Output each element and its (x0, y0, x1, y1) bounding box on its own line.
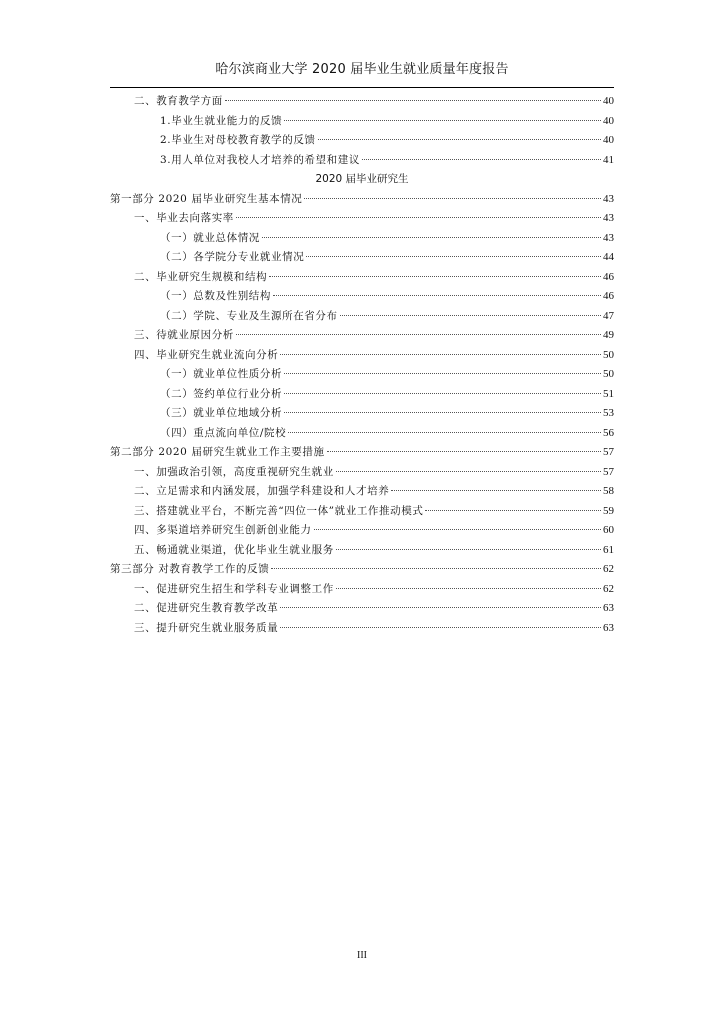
toc-entry-page: 51 (603, 387, 614, 400)
toc-dot-leader (236, 334, 601, 335)
toc-entry-label: 一、毕业去向落实率 (134, 212, 234, 224)
toc-dot-leader (306, 256, 601, 257)
toc-entry[interactable] (110, 541, 614, 561)
toc-entry-label: 二、立足需求和内涵发展，加强学科建设和人才培养 (134, 485, 390, 497)
toc-dot-leader (225, 100, 601, 101)
toc-entry[interactable] (110, 209, 614, 229)
toc-dot-leader (425, 510, 601, 511)
toc-entry[interactable] (110, 482, 614, 502)
toc-entry-page: 62 (603, 582, 614, 595)
toc-entry-page: 46 (603, 270, 614, 283)
toc-entry-page: 57 (603, 446, 614, 458)
toc-entry-page: 60 (603, 524, 614, 536)
toc-section-title: 2020 届毕业研究生 (315, 173, 409, 185)
toc-entry[interactable] (110, 365, 614, 385)
toc-entry-page: 47 (603, 309, 614, 322)
toc-dot-leader (362, 159, 601, 160)
toc-entry[interactable] (110, 521, 614, 541)
toc-entry[interactable] (110, 287, 614, 307)
toc-group-graduate (110, 190, 614, 639)
toc-entry-label: （三）就业单位地域分析 (160, 407, 283, 419)
toc-dot-leader (340, 315, 601, 316)
toc-dot-leader (273, 295, 601, 296)
toc-dot-leader (269, 276, 601, 277)
toc-entry-label: （一）总数及性别结构 (160, 290, 271, 302)
toc-dot-leader (336, 549, 601, 550)
toc-entry-label: 四、毕业研究生就业流向分析 (134, 348, 279, 361)
toc-entry-page: 63 (603, 602, 614, 614)
toc-entry[interactable] (110, 424, 614, 444)
toc-dot-leader (336, 471, 601, 472)
toc-entry-label: 一、加强政治引领，高度重视研究生就业 (134, 465, 334, 478)
toc-entry[interactable] (110, 229, 614, 249)
toc-entry-label: 二、促进研究生教育教学改革 (134, 602, 279, 614)
toc-dot-leader (271, 568, 601, 569)
toc-entry[interactable] (110, 404, 614, 424)
toc-entry-label: 一、促进研究生招生和学科专业调整工作 (134, 582, 334, 595)
toc-entry-page: 50 (603, 348, 614, 361)
toc-entry-label: 三、待就业原因分析 (134, 329, 234, 341)
toc-entry-page: 49 (603, 329, 614, 341)
toc-dot-leader (288, 432, 601, 433)
toc-dot-leader (284, 393, 601, 394)
toc-entry-label: （二）学院、专业及生源所在省分布 (160, 309, 338, 322)
toc-entry-label: （二）签约单位行业分析 (160, 387, 283, 400)
toc-entry-page: 40 (603, 134, 614, 146)
toc-dot-leader (391, 490, 601, 491)
toc-entry-page: 44 (603, 251, 614, 263)
table-of-contents (110, 92, 614, 638)
toc-entry-label: （一）就业总体情况 (160, 231, 260, 244)
toc-dot-leader (262, 237, 601, 238)
toc-entry-label: 三、搭建就业平台，不断完善“四位一体”就业工作推动模式 (134, 504, 424, 517)
toc-entry[interactable] (110, 502, 614, 522)
toc-entry-page: 61 (603, 543, 614, 556)
toc-dot-leader (284, 412, 601, 413)
toc-entry-page: 63 (603, 621, 614, 634)
toc-group-undergraduate (110, 92, 614, 170)
toc-dot-leader (280, 627, 601, 628)
toc-dot-leader (284, 120, 601, 121)
toc-entry[interactable] (110, 112, 614, 132)
toc-dot-leader (327, 451, 601, 452)
toc-entry-page: 43 (603, 192, 614, 205)
toc-entry-page: 43 (603, 231, 614, 244)
toc-entry-page: 50 (603, 368, 614, 380)
header-rule (110, 87, 614, 88)
toc-dot-leader (284, 373, 601, 374)
toc-entry-label: 五、畅通就业渠道，优化毕业生就业服务 (134, 543, 334, 556)
toc-entry-page: 43 (603, 212, 614, 224)
page-header-title: 哈尔滨商业大学 2020 届毕业生就业质量年度报告 (215, 62, 509, 77)
toc-entry-label: 1.毕业生就业能力的反馈 (160, 114, 283, 127)
toc-entry-label: 第二部分 2020 届研究生就业工作主要措施 (110, 446, 325, 458)
toc-entry[interactable] (110, 151, 614, 171)
toc-entry[interactable] (110, 326, 614, 346)
toc-dot-leader (314, 529, 601, 530)
toc-dot-leader (280, 354, 601, 355)
toc-entry-page: 58 (603, 485, 614, 497)
toc-dot-leader (280, 607, 601, 608)
toc-entry[interactable] (110, 190, 614, 210)
toc-entry-label: （一）就业单位性质分析 (160, 368, 283, 380)
toc-entry[interactable] (110, 92, 614, 112)
toc-entry-label: （四）重点流向单位/院校 (160, 426, 287, 439)
toc-entry[interactable] (110, 560, 614, 580)
toc-entry-page: 57 (603, 465, 614, 478)
toc-dot-leader (336, 588, 601, 589)
toc-entry[interactable] (110, 268, 614, 288)
toc-entry-label: 第一部分 2020 届毕业研究生基本情况 (110, 192, 303, 205)
toc-dot-leader (304, 198, 601, 199)
toc-entry-page: 53 (603, 407, 614, 419)
toc-entry[interactable] (110, 385, 614, 405)
toc-entry-page: 41 (603, 153, 614, 166)
toc-entry[interactable] (110, 443, 614, 463)
toc-entry-label: 第三部分 对教育教学工作的反馈 (110, 563, 270, 575)
toc-entry-page: 40 (603, 95, 614, 107)
toc-entry-label: 3.用人单位对我校人才培养的希望和建议 (160, 153, 360, 166)
toc-entry-page: 56 (603, 426, 614, 439)
toc-dot-leader (318, 139, 601, 140)
toc-entry-label: （二）各学院分专业就业情况 (160, 251, 305, 263)
toc-entry[interactable] (110, 580, 614, 600)
toc-entry-page: 59 (603, 504, 614, 517)
toc-entry-label: 二、毕业研究生规模和结构 (134, 270, 268, 283)
toc-entry[interactable] (110, 131, 614, 151)
toc-entry-label: 二、教育教学方面 (134, 95, 223, 107)
toc-entry[interactable] (110, 619, 614, 639)
toc-entry-page: 62 (603, 563, 614, 575)
toc-entry-page: 40 (603, 114, 614, 127)
toc-entry[interactable] (110, 307, 614, 327)
toc-entry-page: 46 (603, 290, 614, 302)
toc-entry-label: 四、多渠道培养研究生创新创业能力 (134, 524, 312, 536)
toc-entry[interactable] (110, 346, 614, 366)
toc-entry-label: 2.毕业生对母校教育教学的反馈 (160, 134, 316, 146)
toc-entry-label: 三、提升研究生就业服务质量 (134, 621, 279, 634)
toc-entry[interactable] (110, 599, 614, 619)
toc-dot-leader (236, 217, 601, 218)
toc-entry[interactable] (110, 463, 614, 483)
page-number: III (357, 950, 367, 961)
toc-entry[interactable] (110, 248, 614, 268)
